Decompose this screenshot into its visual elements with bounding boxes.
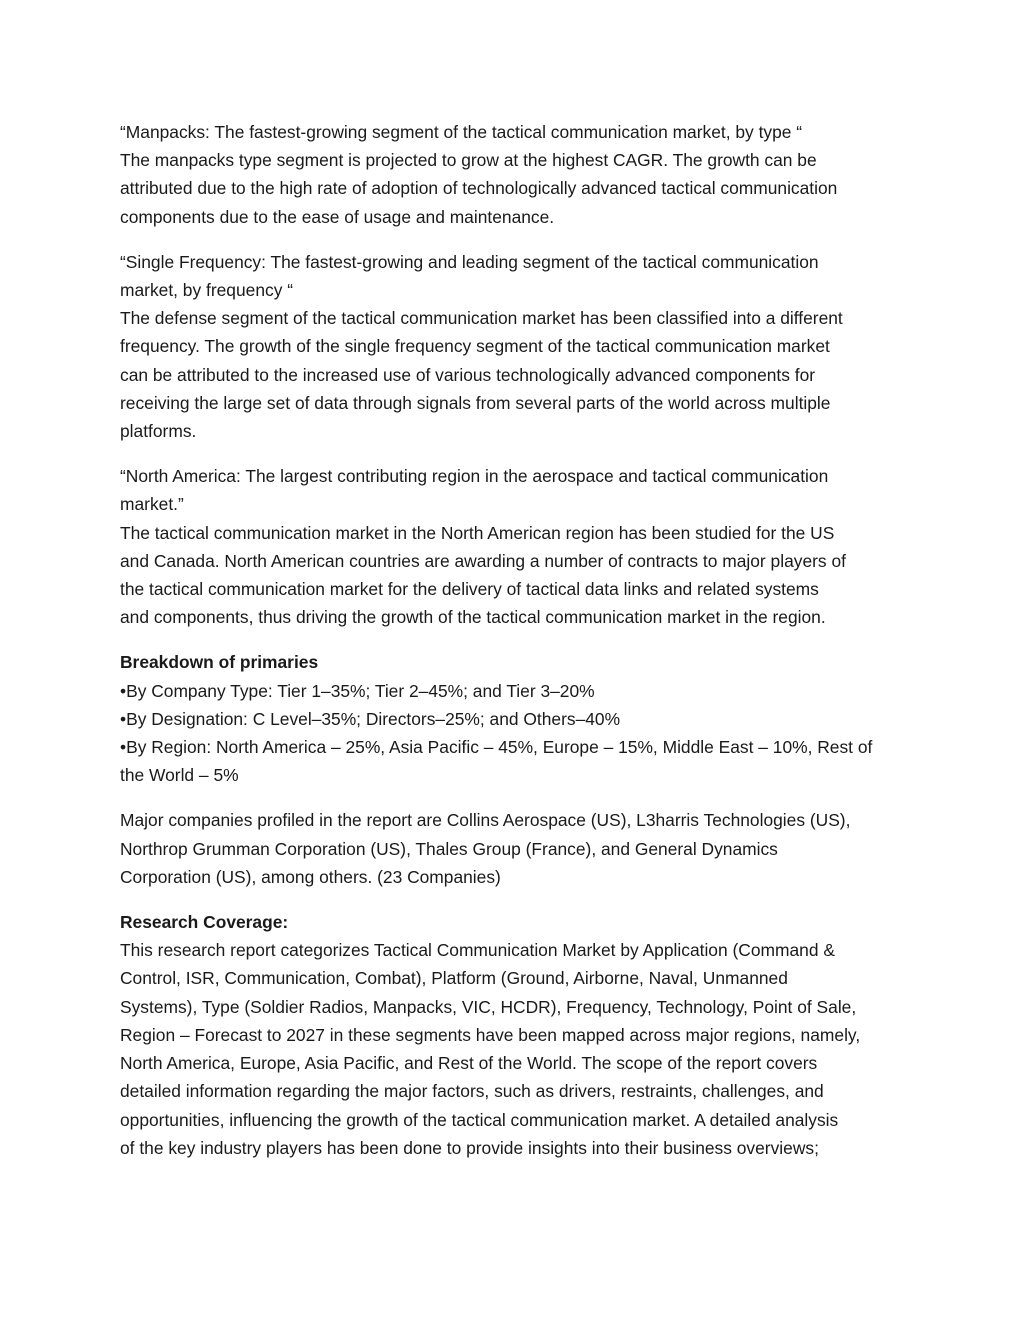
primaries-item: •By Region: North America – 25%, Asia Pacific – 45%, Europe – 15%, Middle East – 10%, Rest of xyxy=(120,737,873,758)
companies-body-line: Major companies profiled in the report are Collins Aerospace (US), L3harris Technologies (US), xyxy=(120,810,851,831)
companies-section xyxy=(120,806,910,891)
companies-body-line: Corporation (US), among others. (23 Companies) xyxy=(120,866,501,887)
research-coverage-heading: Research Coverage: xyxy=(120,912,289,933)
manpacks-body-line: components due to the ease of usage and maintenance. xyxy=(120,206,555,227)
manpacks-body-line: attributed due to the high rate of adoption of technologically advanced tactical communication xyxy=(120,178,838,199)
research-coverage-body-line: This research report categorizes Tactical Communication Market by Application (Command & xyxy=(120,940,835,961)
single-frequency-body-line: platforms. xyxy=(120,421,197,442)
primaries-item: •By Company Type: Tier 1–35%; Tier 2–45%; and Tier 3–20% xyxy=(120,680,595,701)
research-coverage-body-line: Region – Forecast to 2027 in these segments have been mapped across major regions, namely, xyxy=(120,1024,861,1045)
primaries-item: the World – 5% xyxy=(120,765,239,786)
single-frequency-heading: market, by frequency “ xyxy=(120,280,294,301)
research-coverage-body-line: of the key industry players has been done to provide insights into their business overviews; xyxy=(120,1137,819,1158)
primaries-heading: Breakdown of primaries xyxy=(120,652,319,673)
north-america-body-line: and components, thus driving the growth of the tactical communication market in the region. xyxy=(120,607,826,628)
research-coverage-section xyxy=(120,908,910,1162)
manpacks-heading: “Manpacks: The fastest-growing segment of the tactical communication market, by type “ xyxy=(120,122,803,142)
primaries-item: •By Designation: C Level–35%; Directors–25%; and Others–40% xyxy=(120,708,621,729)
north-america-body-line: and Canada. North American countries are awarding a number of contracts to major players of xyxy=(120,550,846,571)
research-coverage-body-line: detailed information regarding the major factors, such as drivers, restraints, challenges, and xyxy=(120,1081,824,1102)
manpacks-section xyxy=(120,118,910,231)
single-frequency-body-line: can be attributed to the increased use of various technologically advanced components for xyxy=(120,364,816,385)
companies-body-line: Northrop Grumman Corporation (US), Thales Group (France), and General Dynamics xyxy=(120,838,778,859)
north-america-section xyxy=(120,462,910,631)
north-america-body-line: the tactical communication market for the delivery of tactical data links and related systems xyxy=(120,579,819,600)
north-america-heading: “North America: The largest contributing region in the aerospace and tactical communication xyxy=(120,466,829,487)
single-frequency-body-line: receiving the large set of data through signals from several parts of the world across multiple xyxy=(120,392,831,413)
research-coverage-body-line: opportunities, influencing the growth of the tactical communication market. A detailed analysis xyxy=(120,1109,839,1130)
research-coverage-body-line: North America, Europe, Asia Pacific, and Rest of the World. The scope of the report covers xyxy=(120,1053,818,1074)
north-america-heading: market.” xyxy=(120,494,184,515)
document-page xyxy=(120,118,910,1179)
primaries-section xyxy=(120,648,910,789)
north-america-body-line: The tactical communication market in the North American region has been studied for the US xyxy=(120,522,835,543)
single-frequency-body-line: The defense segment of the tactical communication market has been classified into a different xyxy=(120,308,843,329)
single-frequency-body-line: frequency. The growth of the single frequency segment of the tactical communication market xyxy=(120,336,830,357)
manpacks-body-line: The manpacks type segment is projected to grow at the highest CAGR. The growth can be xyxy=(120,150,817,171)
research-coverage-body-line: Systems), Type (Soldier Radios, Manpacks, VIC, HCDR), Frequency, Technology, Point of Sale, xyxy=(120,996,857,1017)
research-coverage-body-line: Control, ISR, Communication, Combat), Platform (Ground, Airborne, Naval, Unmanned xyxy=(120,968,788,989)
single-frequency-section xyxy=(120,248,910,445)
single-frequency-heading: “Single Frequency: The fastest-growing and leading segment of the tactical communication xyxy=(120,251,819,272)
